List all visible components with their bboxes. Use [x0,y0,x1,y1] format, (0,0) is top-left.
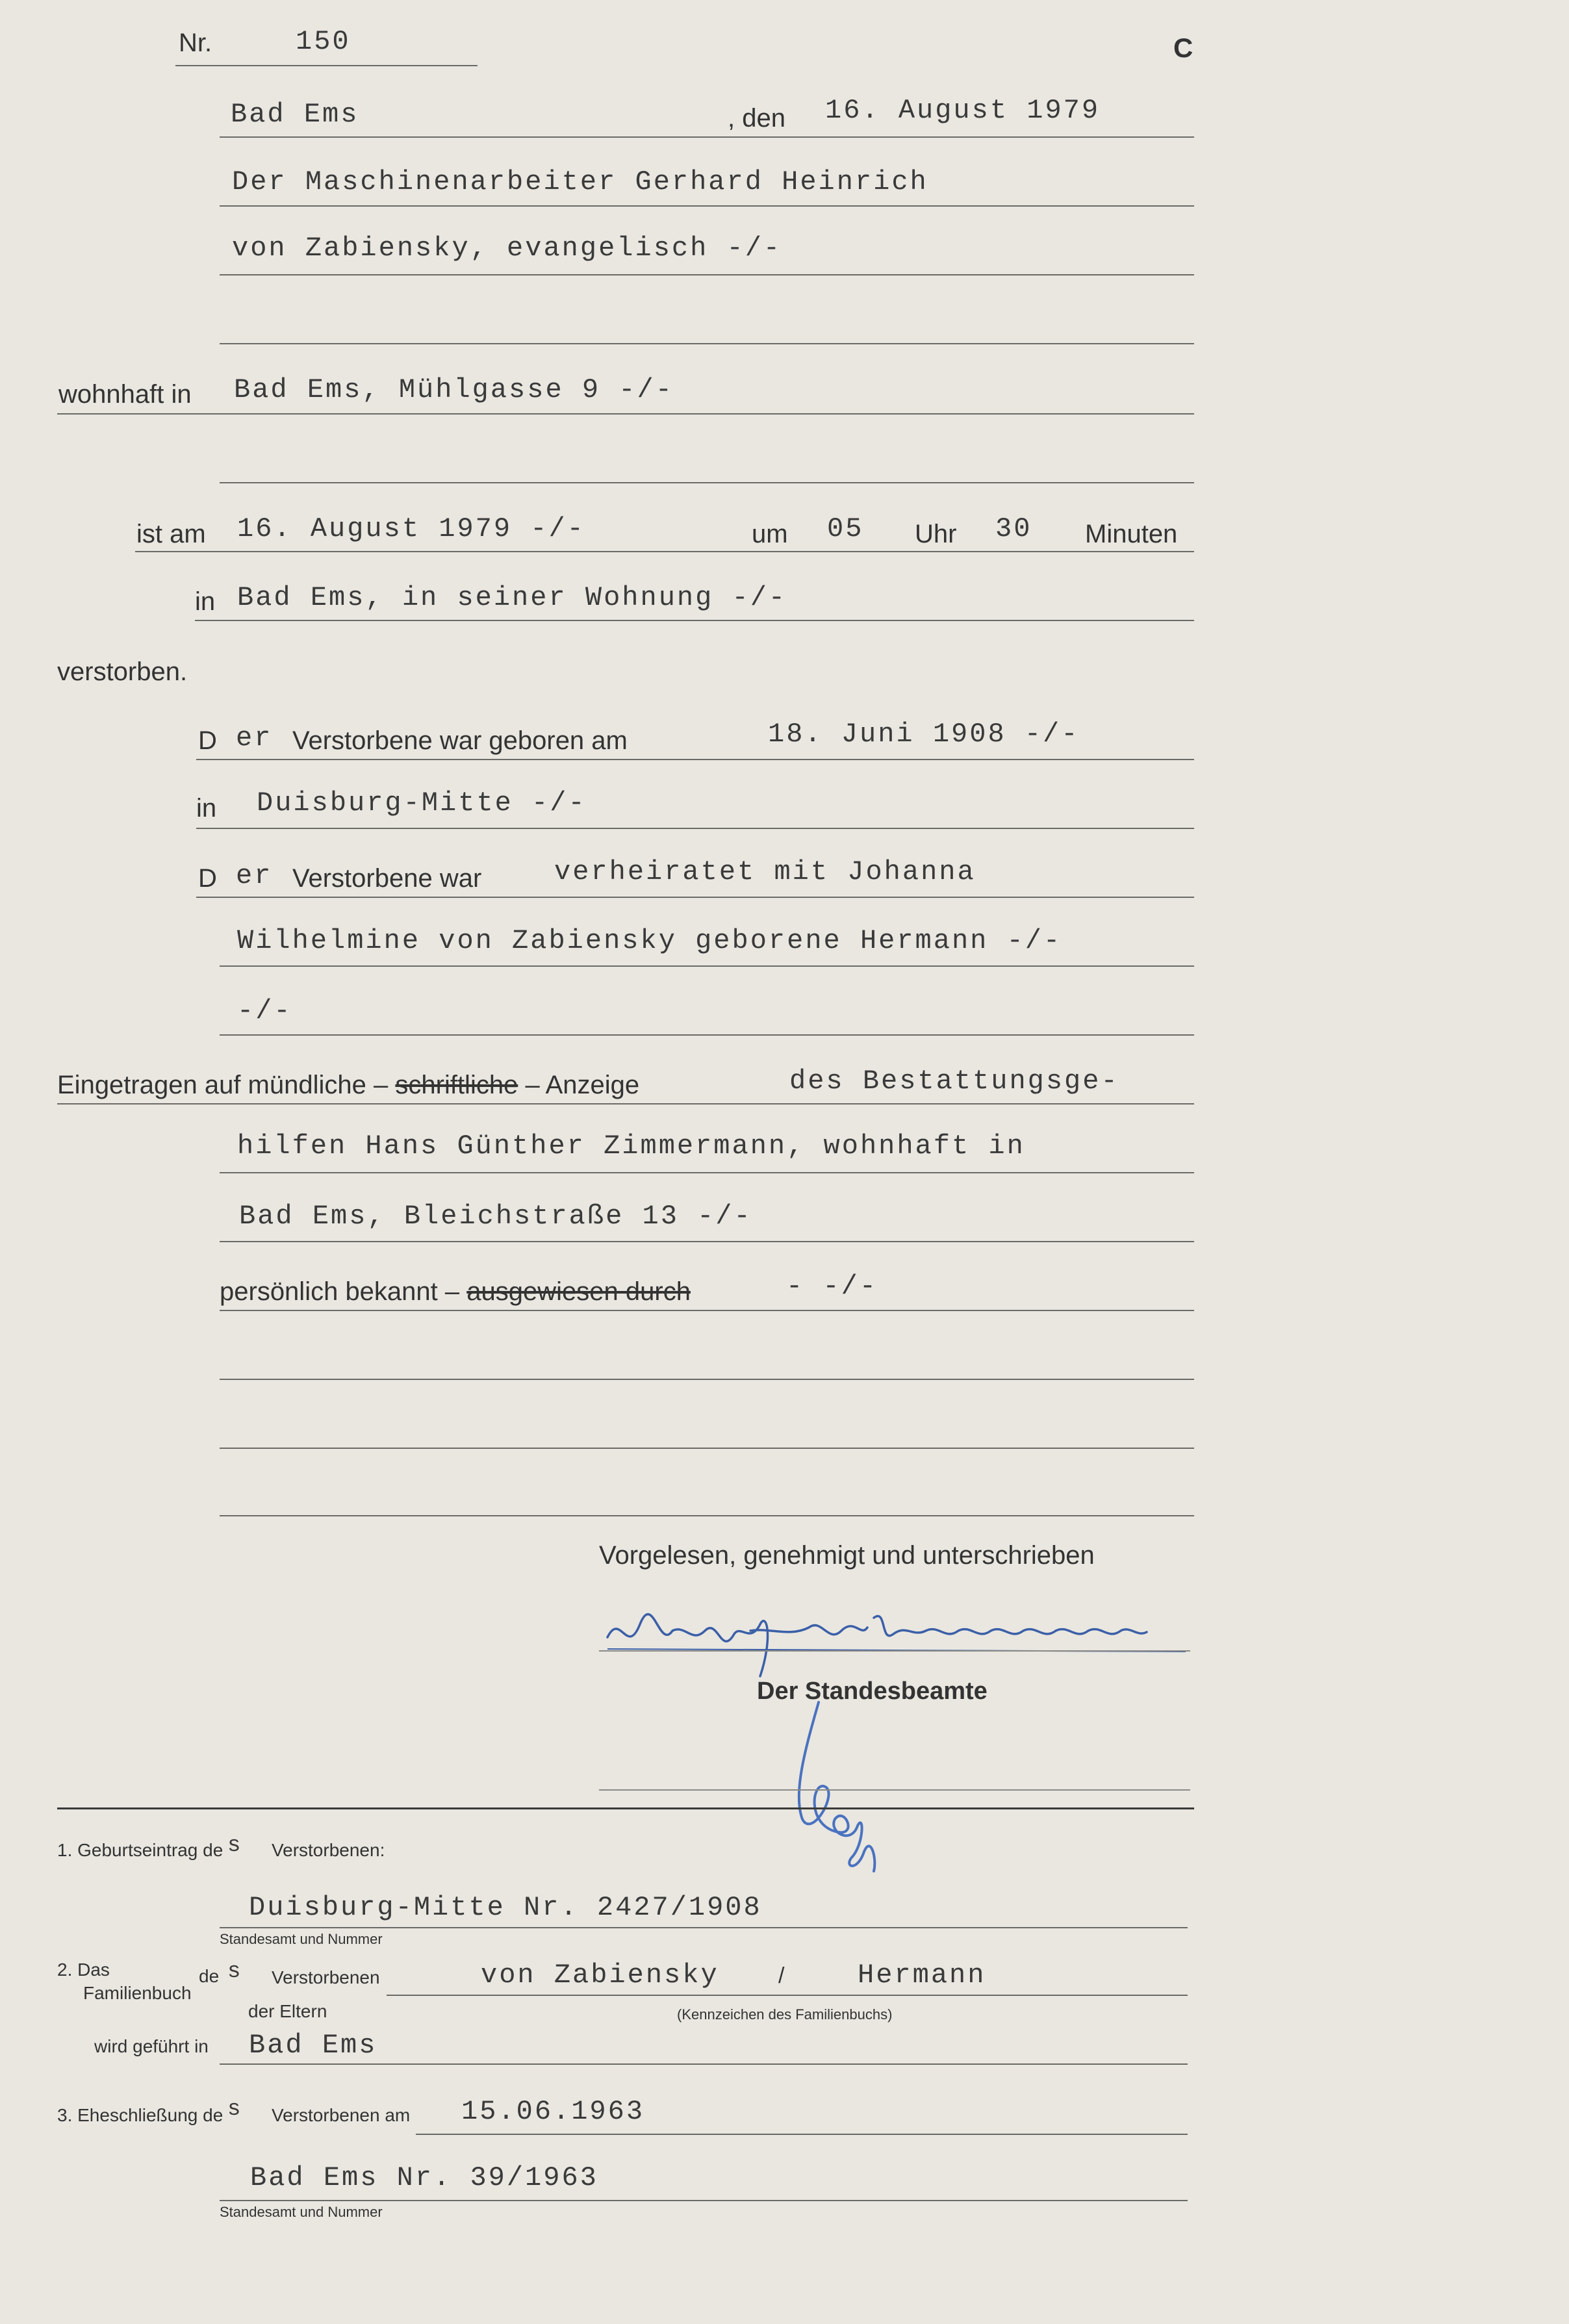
rule-footer-item1 [220,1927,1188,1928]
rule-person-3 [220,343,1194,344]
footer-item2-value-b: Hermann [858,1960,986,1991]
nr-rule [175,65,478,66]
registration-line-3: Bad Ems, Bleichstraße 13 -/- [239,1201,752,1232]
rule-residence-2 [220,482,1194,483]
birth-prefix-typed: er [236,722,273,754]
footer-item2-de: de [199,1966,220,1986]
footer-item1-label2: Verstorbenen: [272,1840,385,1860]
known-value: - -/- [786,1271,878,1302]
footer-item2-typed: s [227,1960,243,1984]
footer-separator [57,1807,1194,1809]
footer-item3-date: 15.06.1963 [461,2096,645,2127]
marriage-line-1: verheiratet mit Johanna [554,856,976,887]
marriage-label: Verstorbene war [292,864,482,893]
rule-marriage-2 [220,965,1194,967]
um-label: um [752,520,788,548]
rule-registration-1 [57,1103,1194,1105]
rule-person-1 [220,205,1194,207]
rule-footer-item3-date [416,2134,1188,2135]
uhr-label: Uhr [915,520,957,548]
footer-item3-label2: Verstorbenen am [272,2105,411,2125]
death-date: 16. August 1979 -/- [237,513,585,544]
registration-label-a: Eingetragen auf mündliche – [57,1071,389,1099]
footer-item2-place: Bad Ems [249,2030,377,2061]
death-minutes: 30 [995,513,1032,544]
rule-blank-2 [220,1448,1194,1449]
footer-item2-sep: / [778,1963,785,1988]
footer-item3-label: 3. Eheschließung de [57,2105,223,2125]
death-place: Bad Ems, in seiner Wohnung -/- [237,582,787,613]
rule-birth-place [196,828,1194,829]
footer-item3-value: Bad Ems Nr. 39/1963 [250,2162,598,2193]
rule-known [220,1310,1194,1311]
birth-label: Verstorbene war geboren am [292,726,628,755]
signature-rule-informant [599,1650,1190,1652]
residence-value: Bad Ems, Mühlgasse 9 -/- [234,374,674,405]
rule-birth-date [196,759,1194,760]
header-date: 16. August 1979 [825,95,1101,126]
rule-date [220,136,1194,138]
rule-blank-1 [220,1379,1194,1380]
known-struck: ausgewiesen durch [466,1277,691,1306]
registration-label [57,1071,639,1100]
rule-residence [57,413,1194,415]
footer-item1-caption: Standesamt und Nummer [220,1931,383,1947]
rule-footer-item2 [387,1995,1188,1996]
footer-item1-label: 1. Geburtseintrag de [57,1840,223,1860]
known-label-group [220,1277,691,1307]
signature-rule-official [599,1789,1190,1791]
rule-footer-item3 [220,2200,1188,2201]
minuten-label: Minuten [1085,520,1178,548]
footer-item2-gefuehrt: wird geführt in [94,2036,209,2056]
known-label: persönlich bekannt – [220,1277,460,1306]
footer-item1-value: Duisburg-Mitte Nr. 2427/1908 [249,1892,762,1923]
registration-label-b: – Anzeige [525,1071,640,1099]
rule-death-place [195,620,1194,621]
footer-item3-typed: s [227,2097,243,2122]
registration-line-1: des Bestattungsge- [789,1066,1119,1097]
official-label: Der Standesbeamte [757,1678,988,1705]
footer-item2-label: Familienbuch [83,1983,192,2003]
official-signature [767,1696,897,1878]
nr-label: Nr. [179,29,212,57]
registration-label-struck: schriftliche [395,1071,518,1099]
death-hour: 05 [827,513,864,544]
header-place: Bad Ems [231,99,359,130]
rule-blank-3 [220,1515,1194,1516]
person-line-2: von Zabiensky, evangelisch -/- [232,233,782,264]
footer-item2-value-a: von Zabiensky [481,1960,719,1991]
rule-person-2 [220,274,1194,275]
rule-marriage-1 [196,897,1194,898]
marriage-prefix: D [198,864,217,893]
footer-item3-caption: Standesamt und Nummer [220,2204,383,2220]
rule-registration-3 [220,1241,1194,1242]
marriage-prefix-typed: er [236,860,273,891]
footer-item2-caption: (Kennzeichen des Familienbuchs) [677,2006,893,2023]
read-approved-text: Vorgelesen, genehmigt und unterschrieben [599,1541,1095,1570]
footer-item2-num: 2. Das [57,1960,110,1980]
rule-death-date [135,551,1194,552]
rule-footer-item2-place [220,2063,1188,2065]
marriage-line-2: Wilhelmine von Zabiensky geborene Hermann -/- [237,925,1062,956]
birth-place: Duisburg-Mitte -/- [257,787,587,819]
birth-date: 18. Juni 1908 -/- [768,719,1080,750]
nr-value: 150 [296,26,351,57]
person-line-1: Der Maschinenarbeiter Gerhard Heinrich [232,166,928,198]
den-label: , den [728,104,785,133]
form-letter: C [1173,32,1193,63]
footer-item2-eltern: der Eltern [248,2001,327,2021]
ist-am-label: ist am [136,520,206,548]
verstorben-label: verstorben. [57,658,188,686]
marriage-line-3: -/- [237,995,292,1027]
footer-item1-typed: s [227,1833,243,1858]
birth-prefix: D [198,726,217,755]
informant-signature [601,1598,1199,1689]
birth-in-label: in [196,794,217,823]
registration-line-2: hilfen Hans Günther Zimmermann, wohnhaft in [237,1130,1025,1162]
rule-marriage-3 [220,1034,1194,1036]
residence-label: wohnhaft in [58,380,192,409]
death-in-label: in [195,587,216,616]
rule-registration-2 [220,1172,1194,1173]
footer-item2-label2: Verstorbenen [272,1967,380,1987]
